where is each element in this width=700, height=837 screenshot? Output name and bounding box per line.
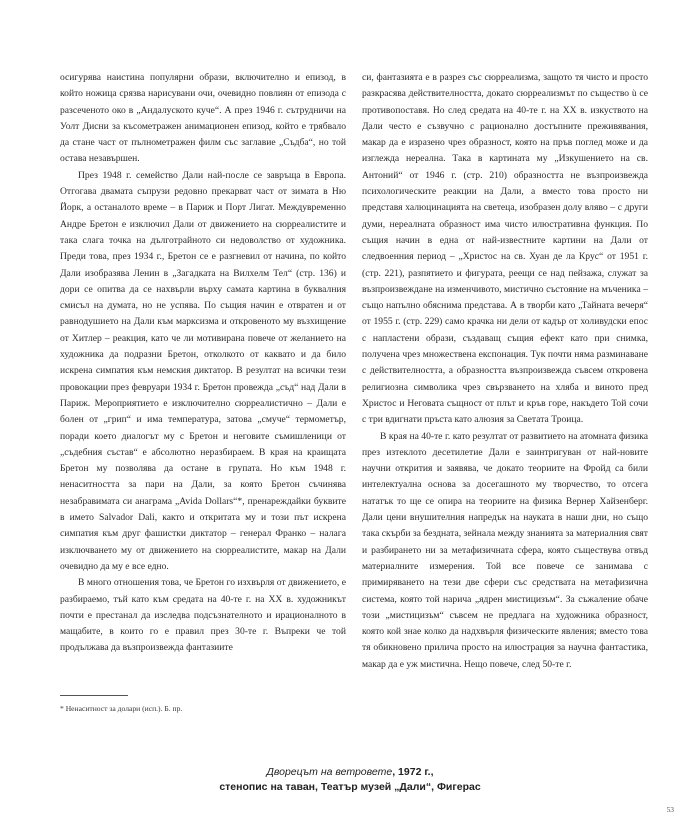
paragraph: В много отношения това, че Бретон го изхвърля от движението, е разбираемо, тъй като към средата на 40-те г. на XX в. художникът почти е престанал да изследва подсъзнателното и ирационалното в мащабите, в които го е правил през 30-те г. Въпреки че той продължава да възпроизвежда фантазиите [60, 577, 346, 654]
artwork-year: , 1972 г., [392, 766, 434, 778]
paragraph: осигурява наистина популярни образи, включително и епизод, в който ножица срязва нарисувани очи, очевидно повлиян от епизода с разсеченото око в „Андалуското куче“. А през 1946 г. сътрудничи на Уолт Дисни за късометражен анимационен епизод, който е трябвало да стане част от пълнометражен филм със заглавие „Съдба“, но той остава незавършен. [60, 72, 346, 165]
paragraph: През 1948 г. семейство Дали най-после се завръща в Европа. Отгогава двамата съпрузи редовно прекарват част от зимата в Ню Йорк, а останалото време – в Париж и Порт Лигат. Междувременно Андре Бретон е изключил Дали от движението на сюрреалистите и така слага точка на дълготрайното си недоволство от художника. Преди това, през 1934 г., Бретон се е разгневил от начина, по който Дали изобразява Ленин в „Загадката на Вилхелм Тел“ (стр. 136) и дори се опитва да се нахвърли върху самата картина в буквалния смисъл на думата, но не успява. По същия начин е отвратен и от равнодушието на Дали към марксизма и откровеното му възхищение от Хитлер – реакция, като че ли мотивирана повече от желанието на художника да подразни Бретон, отколкото от каквато и да било искрена симпатия към немския диктатор. В резултат на всички тези провокации през февруари 1934 г. Бретон провежда „съд“ над Дали в Париж. Мероприятието е изключително сюрреалистично – Дали е болен от „грип“ и има температура, затова „смуче“ термометър, поради което диалогът му с Бретон и неговите съмишленици от „съдебния състав“ е абсолютно неразбираем. В края на краищата Бретон му позволява да остане в групата. Но към 1948 г. ненаситността за пари на Дали, за която Бретон съчинява незабравимата си анаграма „Avida Dollars“*, пренареждайки буквите в името Salvador Dali, както и откритата му и този път искрена симпатия към друг фашистки диктатор – генерал Франко – налага изключването му от движението на сюрреалистите, макар на Дали очевидно да му е все едно. [60, 169, 346, 572]
paragraph: си, фантазията е в разрез със сюрреализма, защото тя чисто и просто разкрасява действителността, докато сюрреализмът по същество ù се противопоставя. Но след средата на 40-те г. на XX в. изкуството на Дали често е съзвучно с рационално достъпните преживявания, макар да е изразено чрез образност, която на пръв поглед може и да изглежда нереална. Така в картината му „Изкушението на св. Антоний“ от 1946 г. (стр. 210) образността не възпроизвежда психологическите реакции на Дали, а вместо това просто ни представя халюцинацията на светеца, изобразен долу вляво – с други думи, нереалната образност има чисто илюстративна функция. По същия начин в една от най-известните картини на Дали от следвоенния период – „Христос на св. Хуан де ла Крус“ от 1951 г. (стр. 221), разпятието и фигурата, реещи се над пейзажа, служат за възпроизвеждане на изменчивото, мистично състояние на мъченика – също напълно обяснима представа. А в творби като „Тайната вечеря“ от 1955 г. (стр. 229) само крачка ни дели от кадър от холивудски епос с напластени образи, създаващ същия ефект като при снимка, получена чрез множествена експонация. Тук почти няма разминаване с действителността, а образността възпроизвежда съвсем откровена религиозна символика чрез свързването на хляба и виното пред Христос и Неговата същност от плът и кръв горе, накъдето Той сочи с три вдигнати пръста като алюзия за Светата Троица. [362, 72, 648, 426]
footnote-rule [60, 695, 128, 696]
right-text-column [362, 70, 648, 673]
image-caption-details: стенопис на таван, Театър музей „Дали“, Фигерас [219, 781, 481, 793]
left-text-column [60, 70, 346, 657]
paragraph: В края на 40-те г. като резултат от развитието на атомната физика през изтеклото десетилетие Дали е заинтригуван от най-новите научни открития и заявява, че докато теориите на Фройд са били интелектуална основа за досегашното му творчество, то отсега нататък то ще се опира на теориите на физика Вернер Хайзенберг. Дали цени внушителния напредък на науката в наши дни, но също така скърби за бездната, зейнала между знанията за материалния свят и разбирането ни за метафизичната сфера, която съществува отвъд материалните измерения. Той все повече се занимава с примиряването на тези две сфери със средствата на метафизична система, която той нарича „ядрен мистицизъм“. За съжаление обаче този „мистицизъм“ съвсем не предлага на художника образност, която кой знае колко да надхвърля физическите явления; вместо това тя обикновено прилича просто на илюстрация за научна фантастика, макар да е уж мистична. Нещо повече, след 50-те г. [362, 430, 648, 670]
image-caption-title [0, 765, 700, 780]
page-number: 53 [666, 805, 674, 814]
footnote: * Ненаситност за долари (исп.). Б. пр. [60, 704, 183, 713]
artwork-title: Дворецът на ветровете [266, 766, 393, 778]
